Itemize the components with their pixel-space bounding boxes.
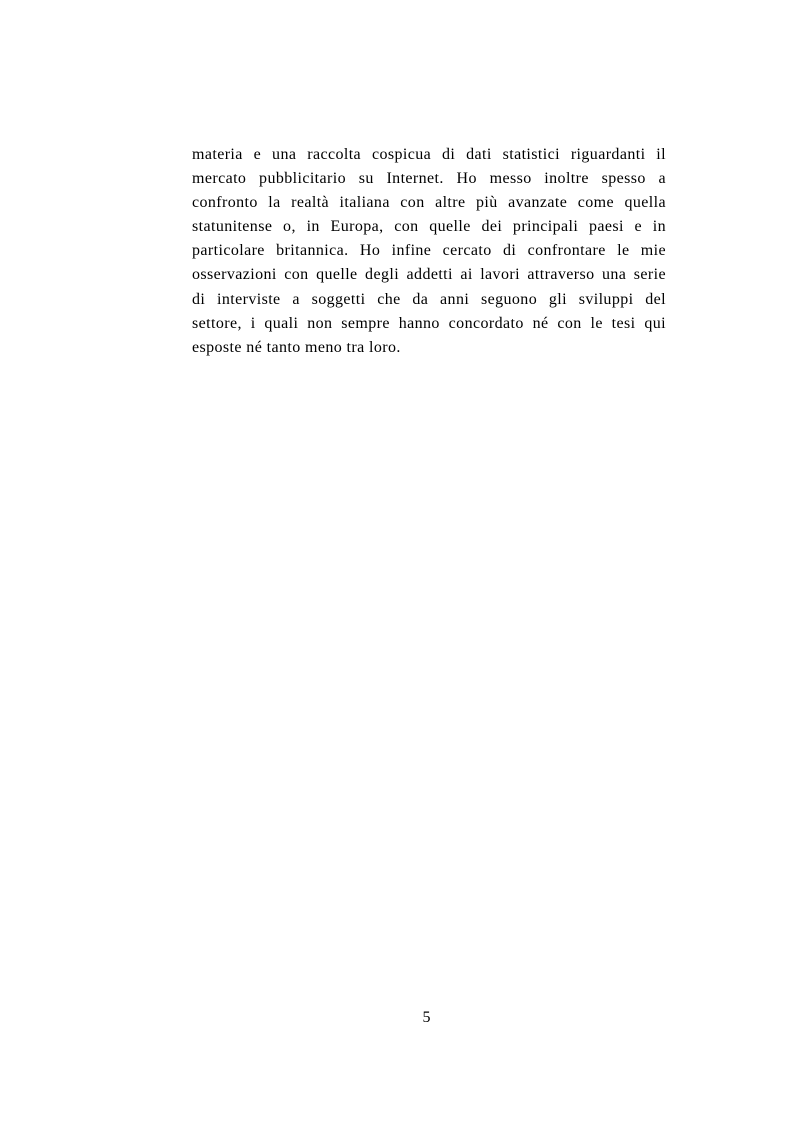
paragraph-line: statunitense o, in Europa, con quelle dei principali paesi e in (192, 218, 666, 236)
body-paragraph (192, 143, 666, 360)
paragraph-line: particolare britannica. Ho infine cercato di confrontare le mie (192, 242, 666, 260)
paragraph-line: settore, i quali non sempre hanno concordato né con le tesi qui (192, 314, 666, 332)
page-number: 5 (422, 1009, 431, 1026)
paragraph-line: mercato pubblicitario su Internet. Ho messo inoltre spesso a (192, 170, 666, 188)
paragraph-line: di interviste a soggetti che da anni seguono gli sviluppi del (192, 290, 666, 308)
paragraph-line: confronto la realtà italiana con altre più avanzate come quella (192, 194, 666, 212)
paragraph-line-last: esposte né tanto meno tra loro. (192, 338, 401, 356)
paragraph-line: osservazioni con quelle degli addetti ai lavori attraverso una serie (192, 266, 666, 284)
paragraph-line: materia e una raccolta cospicua di dati statistici riguardanti il (192, 146, 666, 163)
